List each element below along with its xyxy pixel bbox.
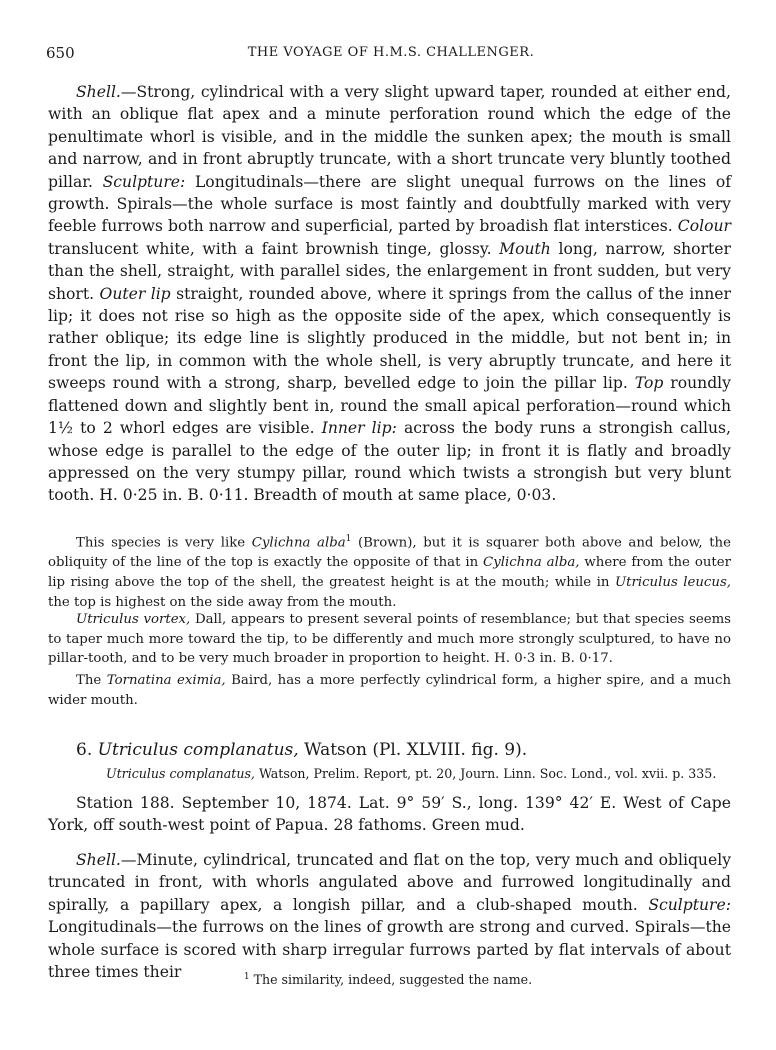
footnote-marker: 1 [243,972,250,982]
species-title-name: Utriculus complanatus, [97,740,299,760]
footnote [0,972,776,987]
station-paragraph: Station 188. September 10, 1874. Lat. 9° 59′ S., long. 139° 42′ E. West of Cape York, off south-west point of Papua. 28 fathoms. Green mud. [48,794,731,835]
page-header [46,44,736,64]
species-name: Cylichna alba [251,535,346,551]
desc-text-2: Longitudinals—there are slight unequal furrows on the lines of growth. Spirals—the whole surface is most faintly and doubtfully marked with very feeble furrows both narrow and superficial, parted by broadish flat interstices. [48,172,731,236]
desc-text-5: straight, rounded above, where it springs from the callus of the inner lip; it does not rise so high as the opposite side of the apex, which consequently is rather oblique; its edge line is slightly produced in the middle, but not bent in; in front the lip, in common with the whole shell, is very abruptly truncate, and here it sweeps round with a strong, sharp, bevelled edge to join the pillar lip. [48,284,731,393]
label-shell: Shell. [76,83,121,101]
synonym-reference: Utriculus complanatus, Watson, Prelim. Report, pt. 20, Journ. Linn. Soc. Lond., vol. xvii. p. 335. [106,766,717,781]
remark-paragraph-2: Utriculus vortex, Dall, appears to present several points of resemblance; but that species seems to taper much more toward the tip, to be differently and much more strongly sculptured, to have no pillar-tooth, and to be very much broader in proportion to height. H. 0·3 in. B. 0·17. [48,612,732,667]
footnote-text: The similarity, indeed, suggested the name. [253,972,533,988]
species-name: Utriculus leucus, [614,574,731,590]
desc-text-6: roundly flattened down and slightly bent in, round the small apical perforation—round which 1½ to 2 whorl edges are visible. [48,374,731,438]
label-outer-lip: Outer lip [99,284,171,303]
page-number: 650 [46,44,75,62]
footnote-ref: 1 [345,534,352,544]
label-shell: Shell. [76,851,121,869]
label-sculpture: Sculpture: [648,895,731,914]
label-sculpture: Sculpture: [102,172,186,191]
label-inner-lip: Inner lip: [321,419,397,438]
shell-description-paragraph [48,81,731,507]
desc-text-3: translucent white, with a faint brownish tinge, glossy. [48,239,492,258]
label-mouth: Mouth [499,239,551,258]
species-number: 6. [76,740,93,760]
desc-text-1: —Strong, cylindrical with a very slight upward taper, rounded at either end, with an oblique flat apex and a minute perforation round which the edge of the penultimate whorl is visible, and in the middle the sunken apex; the mouth is small and narrow, and in front abruptly truncate, with a short truncate very bluntly toothed pillar. [48,83,731,191]
running-title: THE VOYAGE OF H.M.S. CHALLENGER. [247,45,535,60]
remark-paragraph-1: This species is very like Cylichna alba$^1$ (Brown), but it is squarer both above and below, the obliquity of the line of the top is exactly the opposite of that in Cylichna alba, where from the outer lip rising above the top of the shell, the greatest height is at the mouth; while in Utriculus leucus, the top is highest on the side away from the mouth. [48,534,731,610]
species-name: Tornatina eximia, [106,673,226,688]
species-name: Utriculus vortex, [76,612,191,627]
species-author-ref: Watson (Pl. XLVIII. fig. 9). [304,740,528,760]
desc-text-4: long, narrow, shorter than the shell, straight, with parallel sides, the enlargement in front sudden, but very short. [48,239,731,303]
remark-paragraph-3: The Tornatina eximia, Baird, has a more perfectly cylindrical form, a higher spire, and a much wider mouth. [48,673,732,708]
label-top: Top [634,374,664,393]
label-colour: Colour [677,217,731,236]
desc-text-7: across the body runs a strongish callus, whose edge is parallel to the edge of the outer lip; in front it is flatly and broadly appressed on the very stumpy pillar, round which twists a strongish but very blunt tooth. H. 0·25 in. B. 0·11. Breadth of mouth at same place, 0·03. [48,419,731,505]
species-heading [76,740,527,760]
species-name: Cylichna alba, [483,555,580,571]
shell-description-paragraph-2: Shell.—Minute, cylindrical, truncated and flat on the top, very much and obliquely truncated in front, with whorls angulated above and furrowed longitudinally and spirally, a papillary apex, a longish pillar, and a club-shaped mouth. Sculpture: Longitudinals—the furrows on the lines of growth are strong and curved. Spirals—the whole surface is scored with sharp irregular furrows parted by flat intervals of about three times their [48,851,731,982]
